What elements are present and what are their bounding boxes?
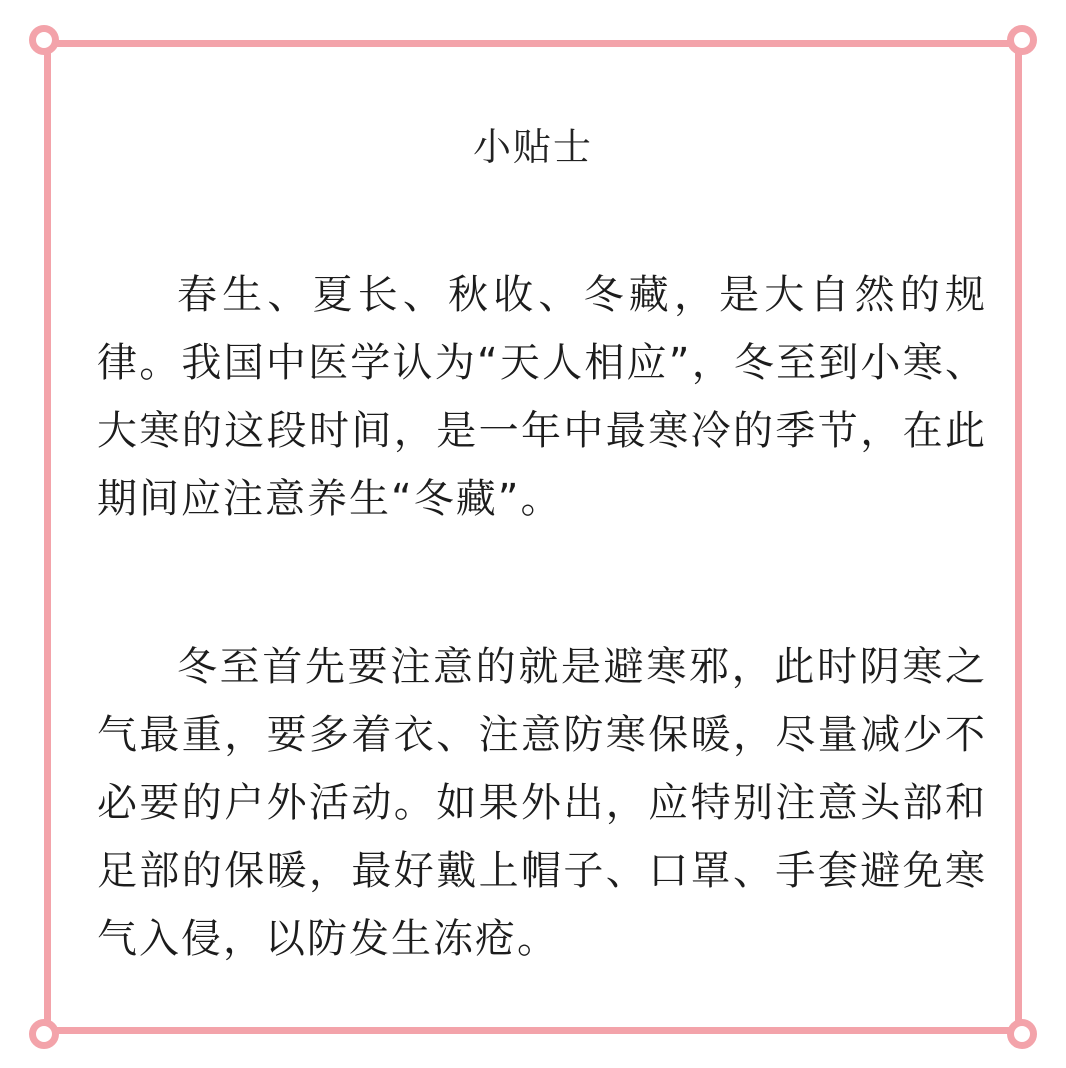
corner-ornament	[29, 1019, 59, 1049]
tips-card	[44, 40, 1022, 1034]
corner-ornament	[1007, 25, 1037, 55]
card-title: 小贴士	[472, 125, 593, 169]
paragraph-1: 春生、夏长、秋收、冬藏，是大自然的规律。我国中医学认为“天人相应”，冬至到小寒、大寒的这段时间，是一年中最寒冷的季节，在此期间应注意养生“冬藏”。	[97, 272, 987, 522]
corner-ornament	[1007, 1019, 1037, 1049]
corner-ornament	[29, 25, 59, 55]
paragraph-2: 冬至首先要注意的就是避寒邪，此时阴寒之气最重，要多着衣、注意防寒保暖，尽量减少不必要的户外活动。如果外出，应特别注意头部和足部的保暖，最好戴上帽子、口罩、手套避免寒气入侵，以防发生冻疮。	[97, 644, 987, 962]
